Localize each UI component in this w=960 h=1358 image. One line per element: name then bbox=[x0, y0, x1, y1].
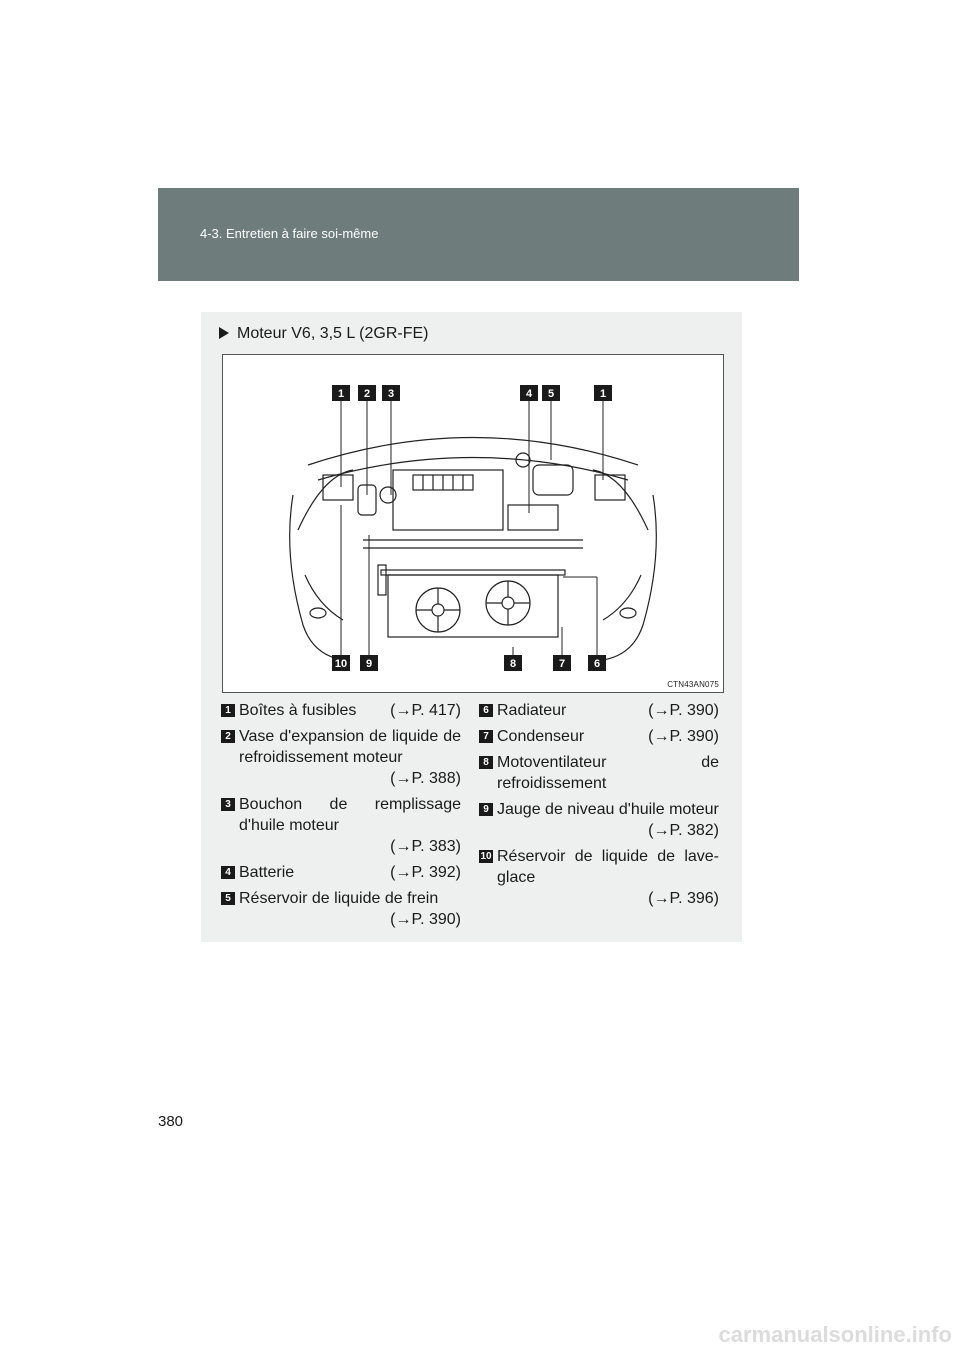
svg-text:7: 7 bbox=[558, 658, 566, 670]
triangle-bullet-icon bbox=[219, 327, 229, 339]
page-reference: (→P. 390) bbox=[648, 702, 719, 719]
engine-illustration bbox=[222, 354, 724, 693]
legend-item bbox=[479, 752, 719, 794]
legend-label: Réservoir de liquide de frein bbox=[239, 890, 439, 907]
svg-text:8: 8 bbox=[509, 658, 517, 670]
page-reference: (→P. 388) bbox=[390, 770, 461, 787]
svg-text:4: 4 bbox=[525, 388, 533, 400]
page-reference: (→P. 396) bbox=[648, 890, 719, 907]
svg-text:1: 1 bbox=[337, 388, 345, 400]
callout-number-badge: 3 bbox=[221, 798, 235, 811]
page-reference: (→P. 383) bbox=[390, 838, 461, 855]
legend-label: Condenseur bbox=[497, 728, 585, 745]
legend-item bbox=[221, 888, 461, 930]
legend-item bbox=[221, 862, 461, 883]
section-title: 4-3. Entretien à faire soi-même bbox=[200, 226, 379, 241]
svg-text:6: 6 bbox=[593, 658, 601, 670]
callout-badge-2 bbox=[358, 385, 376, 401]
legend-item bbox=[479, 799, 719, 841]
page-reference: (→P. 390) bbox=[648, 728, 719, 745]
callout-number-badge: 4 bbox=[221, 866, 235, 879]
legend-label: Bouchon de remplissage d'huile moteur bbox=[239, 796, 461, 834]
callout-number-badge: 9 bbox=[479, 803, 493, 816]
legend-label: Radiateur bbox=[497, 702, 567, 719]
callout-badge-5 bbox=[542, 385, 560, 401]
legend-item bbox=[221, 794, 461, 857]
svg-text:9: 9 bbox=[365, 658, 373, 670]
legend-label: Motoventilateur de refroidissement bbox=[497, 754, 719, 792]
svg-text:2: 2 bbox=[363, 388, 371, 400]
callout-number-badge: 7 bbox=[479, 730, 493, 743]
engine-variant-title bbox=[219, 325, 428, 343]
section-header bbox=[158, 188, 799, 281]
page-reference: (→P. 392) bbox=[390, 864, 461, 881]
callout-number-badge: 10 bbox=[480, 851, 492, 862]
callout-number-badge: 5 bbox=[221, 892, 235, 905]
page-reference: (→P. 390) bbox=[390, 911, 461, 928]
page-reference: (→P. 417) bbox=[390, 702, 461, 719]
engine-compartment-panel bbox=[201, 312, 742, 942]
callout-badge-3 bbox=[382, 385, 400, 401]
legend-item bbox=[479, 700, 719, 721]
svg-text:1: 1 bbox=[599, 388, 607, 400]
watermark: carmanualsonline.info bbox=[718, 1322, 952, 1347]
callout-badge-6 bbox=[588, 655, 606, 671]
legend-right bbox=[479, 700, 719, 914]
legend-label: Jauge de niveau d'huile moteur bbox=[497, 801, 719, 818]
svg-text:10: 10 bbox=[334, 658, 348, 670]
callout-badge-1 bbox=[594, 385, 612, 401]
callout-number-badge: 8 bbox=[479, 756, 493, 769]
legend-item bbox=[479, 726, 719, 747]
legend-item bbox=[221, 726, 461, 789]
callout-number-badge: 1 bbox=[221, 704, 235, 717]
variant-text: Moteur V6, 3,5 L (2GR-FE) bbox=[237, 325, 429, 342]
callout-badge-7 bbox=[553, 655, 571, 671]
callout-badge-10 bbox=[332, 655, 350, 671]
figure-code: CTN43AN075 bbox=[667, 680, 719, 689]
callout-badge-9 bbox=[360, 655, 378, 671]
legend-label: Réservoir de liquide de lave-glace bbox=[497, 848, 719, 886]
svg-text:3: 3 bbox=[387, 388, 395, 400]
legend-item bbox=[479, 846, 719, 909]
svg-text:5: 5 bbox=[547, 388, 555, 400]
legend-label: Vase d'expansion de liquide de refroidissement moteur bbox=[239, 728, 461, 766]
callout-badge-1 bbox=[332, 385, 350, 401]
callout-badge-8 bbox=[504, 655, 522, 671]
callout-number-badge: 6 bbox=[479, 704, 493, 717]
page-reference: (→P. 382) bbox=[648, 822, 719, 839]
engine-drawing bbox=[223, 355, 723, 692]
legend-left bbox=[221, 700, 461, 935]
legend-label: Boîtes à fusibles bbox=[239, 702, 357, 719]
callout-badge-4 bbox=[520, 385, 538, 401]
page-number: 380 bbox=[158, 1113, 184, 1130]
legend-label: Batterie bbox=[239, 864, 295, 881]
callout-number-badge: 2 bbox=[221, 730, 235, 743]
legend-item bbox=[221, 700, 461, 721]
